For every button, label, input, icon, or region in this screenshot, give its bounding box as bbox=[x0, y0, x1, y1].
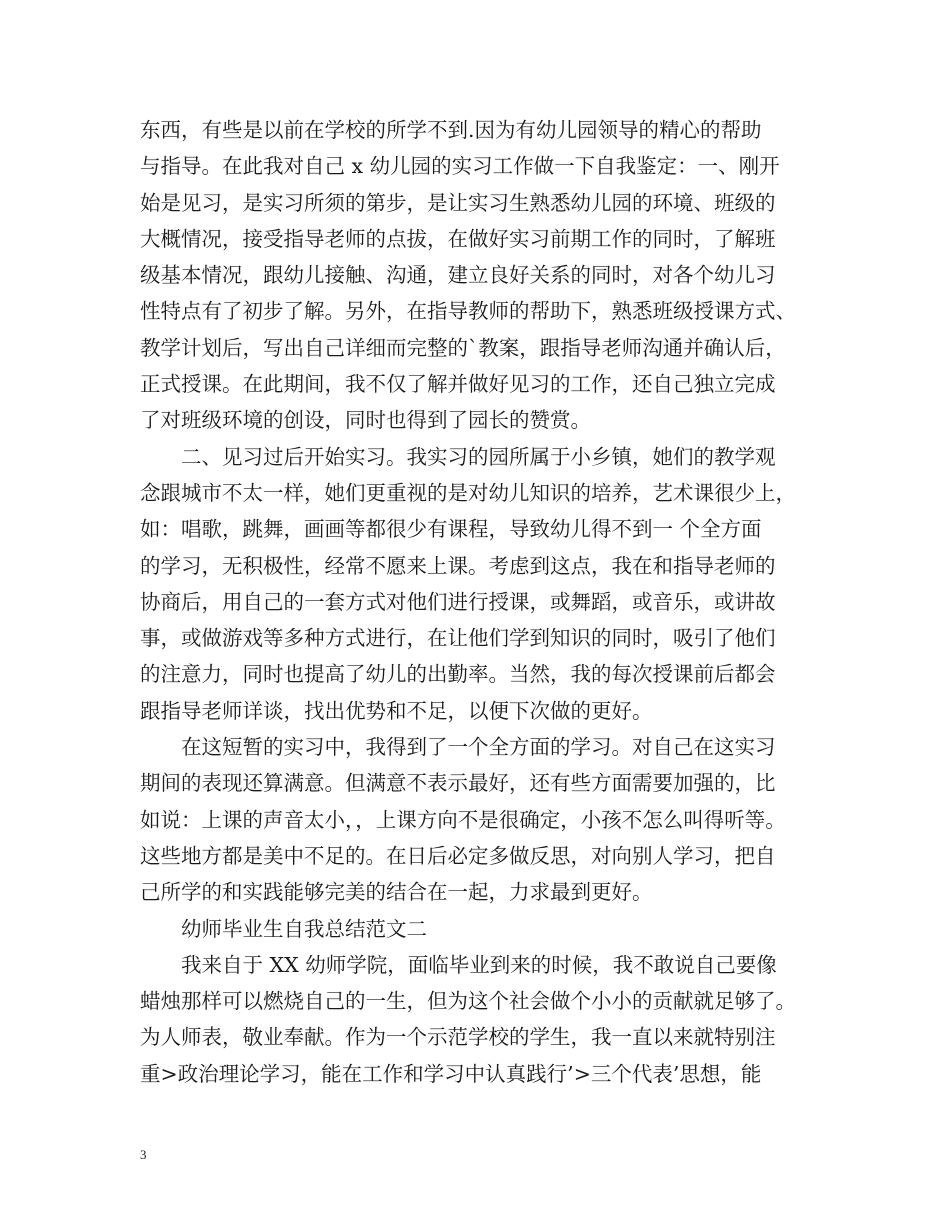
text-line: 我来自于 XX 幼师学院，面临毕业到来的时候，我不敢说自己要像 bbox=[140, 952, 777, 977]
text-line: 东西，有些是以前在学校的所学不到.因为有幼儿园领导的精心的帮助 bbox=[140, 118, 762, 142]
text-line: 期间的表现还算满意。但满意不表示最好，还有些方面需要加强的，比 bbox=[140, 771, 776, 796]
text-line: 与指导。在此我对自己 x 幼儿园的实习工作做一下自我鉴定：一、刚开 bbox=[140, 154, 780, 179]
text-line: 念跟城市不太一样，她们更重视的是对幼儿知识的培养，艺术课很少上， bbox=[140, 480, 796, 505]
page-number: 3 bbox=[140, 1147, 147, 1162]
text-line: 这些地方都是美中不足的。在日后必定多做反思，对向别人学习，把自 bbox=[140, 843, 776, 868]
text-line: 级基本情况，跟幼儿接触、沟通，建立良好关系的同时，对各个幼儿习 bbox=[140, 263, 776, 288]
text-line: 了对班级环境的创设，同时也得到了园长的赞赏。 bbox=[140, 408, 591, 433]
text-line: 在这短暂的实习中，我得到了一个全方面的学习。对自己在这实习 bbox=[140, 735, 776, 760]
text-line: 事，或做游戏等多种方式进行，在让他们学到知识的同时，吸引了他们 bbox=[140, 626, 776, 651]
text-line: 如说：上课的声音太小，，上课方向不是很确定，小孩不怎么叫得听等。 bbox=[140, 807, 786, 832]
text-line: 的注意力，同时也提高了幼儿的出勤率。当然，我的每次授课前后都会 bbox=[140, 662, 776, 687]
text-line: 二、见习过后开始实习。我实习的园所属于小乡镇，她们的教学观 bbox=[140, 444, 776, 469]
text-line: 的学习，无积极性，经常不愿来上课。考虑到这点，我在和指导老师的 bbox=[140, 553, 776, 578]
text-line: 始是见习，是实习所须的第步，是让实习生熟悉幼儿园的环境、班级的 bbox=[140, 190, 776, 215]
text-line: 协商后，用自己的一套方式对他们进行授课，或舞蹈，或音乐，或讲故 bbox=[140, 589, 776, 614]
body-text bbox=[140, 112, 830, 1092]
text-line: 蜡烛那样可以燃烧自己的一生，但为这个社会做个小小的贡献就足够了。 bbox=[140, 989, 796, 1014]
text-line: 性特点有了初步了解。另外，在指导教师的帮助下，熟悉班级授课方式、 bbox=[140, 299, 796, 324]
text-line: 如：唱歌，跳舞，画画等都很少有课程，导致幼儿得不到一 个全方面 bbox=[140, 517, 762, 542]
text-line: 教学计划后，写出自己详细而完整的`教案，跟指导老师沟通并确认后， bbox=[140, 335, 786, 360]
text-line: 跟指导老师详谈，找出优势和不足，以便下次做的更好。 bbox=[140, 698, 653, 723]
text-line: 正式授课。在此期间，我不仅了解并做好见习的工作，还自己独立完成 bbox=[140, 372, 776, 397]
text-line: 大概情况，接受指导老师的点拔，在做好实习前期工作的同时，了解班 bbox=[140, 226, 776, 251]
text-line: 为人师表，敬业奉献。作为一个示范学校的学生，我一直以来就特别注 bbox=[140, 1025, 776, 1050]
section-heading: 幼师毕业生自我总结范文二 bbox=[140, 916, 427, 941]
text-line: 重>政治理论学习，能在工作和学习中认真践行’>三个代表’思想，能 bbox=[140, 1061, 762, 1086]
text-line: 己所学的和实践能够完美的结合在一起，力求最到更好。 bbox=[140, 880, 653, 905]
